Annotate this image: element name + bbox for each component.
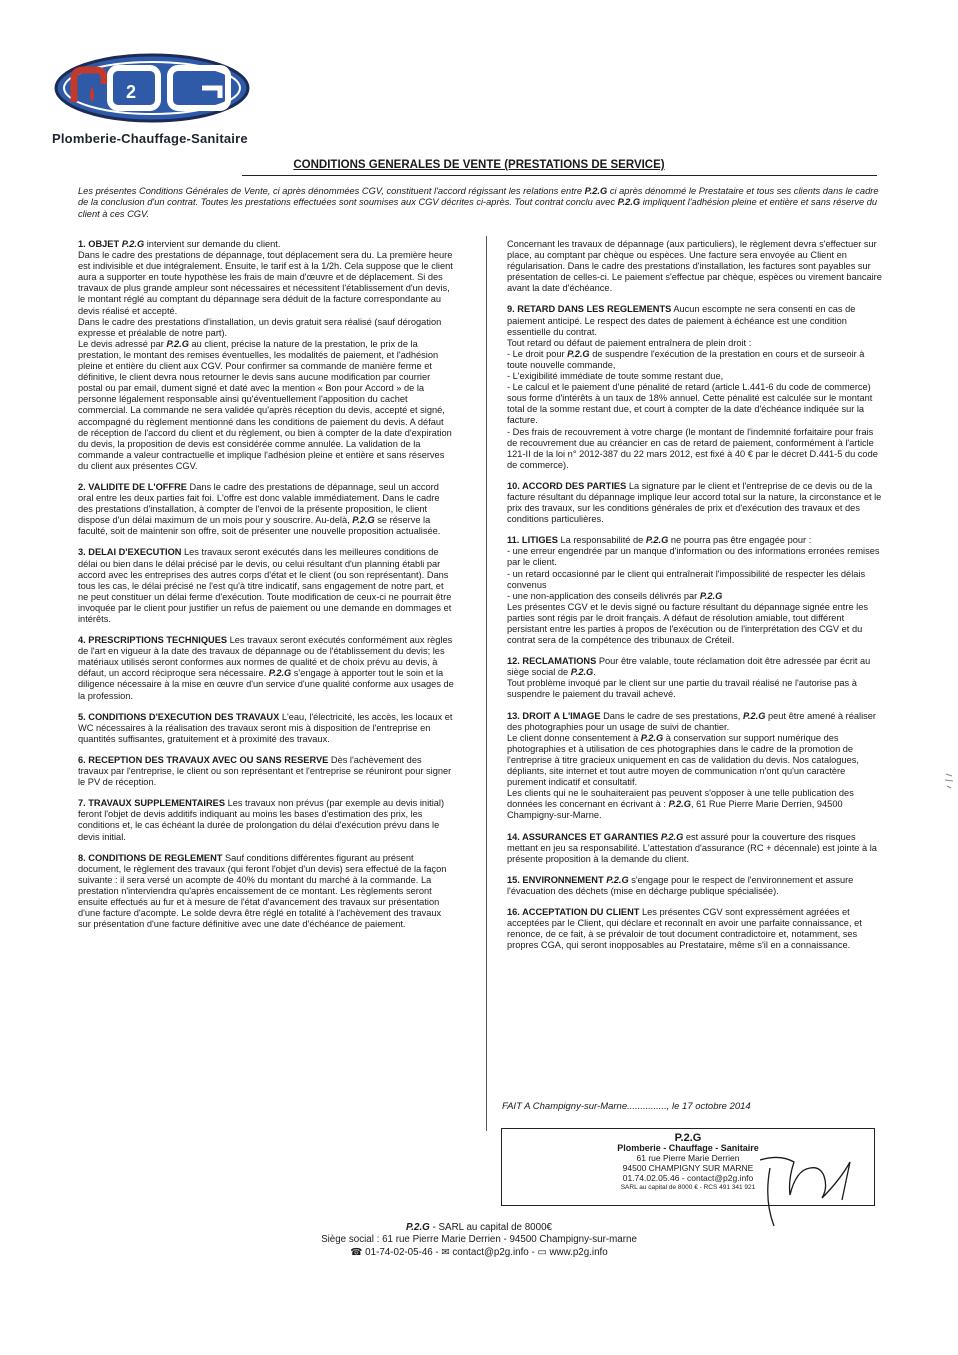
- footer-phone: 01-74-02-05-46 -: [362, 1246, 442, 1258]
- company-logo: [52, 50, 252, 130]
- brand-name: P.2.G: [121, 239, 145, 249]
- signoff-dots: ...............,: [627, 1101, 670, 1112]
- brand-name: P.2.G: [742, 710, 766, 721]
- section-text: ne pourra pas être engagée pour :: [668, 535, 812, 546]
- stamp-legal: SARL au capital de 8000 € - RCS 491 341 921: [620, 1184, 756, 1191]
- section-retard: [507, 304, 883, 470]
- section-text: au client, précise la nature de la prestation, le prix de la prestation, le montant des remises éventuelles, les modalités de paiement, et l'adhésion pleine et entière du client aux CGV. Pour confirmer sa commande de manière ferme et définitive, le client devra nous retourner le devis sans aucune modification par courrier postal ou par email, dument signé et daté avec la mention « Bon pour Accord » de la personne légalement responsable ainsi qu'éventuellement l'apposition du cachet commercial. La commande ne sera validée qu'après réception du devis, accepté et signé, accompagné du règlement mentionné dans les conditions de paiement du devis. A défaut de réception de l'accord du client et du règlement, ou bien à compter de la date d'expiration du devis, la proposition de devis est considérée comme annulée. La validation de la commande a valeur contractuelle et implique l'adhésion pleine et entière et sans réserves du client aux présentes CGV.: [78, 338, 452, 471]
- section-text: Concernant les travaux de dépannage (aux particuliers), le règlement devra s'effectuer sur place, au comptant par chèque ou espèces. Une facture sera envoyée au Client en régularisation. Dans le cadre des prestations d'installation, les factures sont payables sur présentation de celles-ci. Le paiement s'effectue par chèque, espèces ou virement bancaire avant la date d'échéance.: [507, 239, 882, 294]
- section-text: Tout problème invoqué par le client sur une partie du travail réalisé ne l'autorise pas à suspendre le paiement du travail achevé.: [507, 678, 857, 700]
- section-title: 9. RETARD DANS LES REGLEMENTS: [507, 304, 672, 315]
- section-title: 16. ACCEPTATION DU CLIENT: [507, 906, 640, 917]
- section-text: Le client donne consentement à: [507, 732, 641, 743]
- section-title: 12. RECLAMATIONS: [507, 656, 597, 667]
- stamp-address-2: 94500 CHAMPIGNY SUR MARNE: [622, 1163, 754, 1173]
- section-title: 5. CONDITIONS D'EXECUTION DES TRAVAUX: [78, 711, 280, 722]
- monitor-icon: ▭: [537, 1246, 547, 1258]
- section-title: 8. CONDITIONS DE REGLEMENT: [78, 852, 223, 863]
- section-text: intervient sur demande du client.: [144, 239, 281, 249]
- signoff-line: [502, 1101, 751, 1112]
- section-text: à conservation sur support numérique des photographies et à utilisation de ces photographies dans le cadre de la promotion de l'entreprise à titre gracieux uniquement en cas de validation du devis. Nos catalogues, dépliants, site internet et tout autre moyen de communication n'ont qu'un caractère purement indicatif et consultatif.: [507, 732, 859, 788]
- footer-email: contact@p2g.info -: [449, 1246, 538, 1258]
- section-text: Les présentes CGV et le devis signé ou facture résultant du dépannage signée entre les parties sont régis par le droit français. A défaut de résolution amiable, tout différent persistant entre les parties à propos de l'exécution ou de l'interprétation des CGV et du contrat sera de la compétence des tribunaux de Créteil.: [507, 601, 868, 646]
- section-reclamations: [507, 656, 883, 700]
- section-objet: [78, 239, 454, 472]
- signoff-date: le 17 octobre 2014: [669, 1101, 751, 1112]
- section-text: - Le droit pour: [507, 348, 568, 359]
- section-text: Le devis adressé par: [78, 338, 167, 349]
- brand-name: P.2.G: [166, 338, 189, 349]
- brand-name: P.2.G: [645, 535, 669, 546]
- section-text: Les clients qui ne le souhaiteraient pas peuvent s'opposer à une telle publication des données les concernant en écrivant à :: [507, 788, 854, 810]
- section-text: Les travaux seront exécutés conformément aux règles de l'art en vigueur à la date des travaux de dépannage ou de l'établissement du devis; les matériaux utilisés seront conformes aux normes de qualité et de choix prévu au devis, à défaut, un accord réciproque sera nécessaire.: [78, 635, 453, 679]
- section-text: - L'exigibilité immédiate de toute somme restant due,: [507, 371, 724, 382]
- section-environnement: [507, 875, 883, 897]
- company-tagline: Plomberie-Chauffage-Sanitaire: [52, 131, 248, 146]
- section-accord: [507, 481, 883, 525]
- section-text: se réserve la faculté, soit de maintenir son offre, soit de présenter une nouvelle proposition actualisée.: [78, 515, 441, 537]
- section-title: 6. RECEPTION DES TRAVAUX AVEC OU SANS RESERVE: [78, 754, 329, 765]
- left-column: [78, 239, 454, 1129]
- section-title: 13. DROIT A L'IMAGE: [507, 710, 601, 721]
- brand-name: P.2.G: [699, 590, 723, 601]
- phone-icon: ☎: [350, 1246, 363, 1258]
- brand-name: P.2.G: [660, 831, 684, 842]
- section-text: La signature par le client et l'entreprise de ce devis ou de la facture résultant du dépannage implique leur accord total sur la nature, la circonstance et le prix des travaux, sur les conditions générales de prix et d'exécution des travaux et des conditions particulières.: [507, 480, 882, 525]
- section-litiges: [507, 535, 883, 646]
- section-text: Dans le cadre des prestations de dépannage, seul un accord oral entre les deux parties fait foi. L'offre est donc valable immédiatement. Dans le cadre des prestations d'installation, à compter de l'envoi de la présente proposition, le client dispose d'un délai maximum de un mois pour y souscrire. Au-delà,: [78, 481, 440, 526]
- section-text: - Le calcul et le paiement d'une pénalité de retard (article L.441-6 du code de commerce) sous forme d'intérêts à un taux de 18% annuel. Cette pénalité est calculée sur le montant total de la somme restant due, et court à compter de la date d'échéance indiquée sur la facture.: [507, 382, 873, 426]
- footer-brand: P.2.G: [406, 1222, 430, 1233]
- intro-paragraph: [78, 186, 882, 220]
- section-title: 15. ENVIRONNEMENT: [507, 874, 604, 885]
- section-text: - Des frais de recouvrement à votre charge (le montant de l'indemnité forfaitaire pour frais de recouvrement due au créancier en cas de retard de paiement, conformément à l'article 121-II de la loi n° 2012-387 du 22 mars 2012, est fixé à 40 € par le décret D.441-5 du code de commerce).: [507, 426, 878, 470]
- page-title: CONDITIONS GENERALES DE VENTE (PRESTATIONS DE SERVICE): [293, 159, 665, 171]
- section-conditions-execution: [78, 712, 454, 745]
- section-text: Aucun escompte ne sera consenti en cas de paiement anticipé. Le respect des dates de paiement à échéance est une condition essentielle du contrat.: [507, 304, 856, 337]
- brand-name: P.2.G: [668, 799, 691, 810]
- section-text: de suspendre l'exécution de la prestation en cours et de surseoir à toute nouvelle commande,: [507, 348, 865, 370]
- handwritten-signature: [750, 1140, 860, 1230]
- section-delai: [78, 547, 454, 625]
- stamp-name: P.2.G: [674, 1132, 702, 1144]
- page-footer: [0, 1222, 958, 1259]
- section-title: 4. PRESCRIPTIONS TECHNIQUES: [78, 635, 228, 646]
- section-reglement-continued: [507, 239, 883, 294]
- right-column: [507, 239, 883, 1129]
- section-validite: [78, 482, 454, 537]
- stamp-address-1: 61 rue Pierre Marie Derrien: [636, 1153, 740, 1163]
- title-rule: [242, 175, 877, 176]
- brand-name: P.2.G: [567, 348, 590, 359]
- brand-name: P.2.G: [268, 668, 292, 679]
- section-text: - un retard occasionné par le client qui entraînerait l'impossibilité de respecter les délais convenus: [507, 568, 866, 590]
- section-text: La responsabilité de: [557, 535, 646, 546]
- section-acceptation: [507, 907, 883, 951]
- section-title: 7. TRAVAUX SUPPLEMENTAIRES: [78, 798, 225, 809]
- brand-name: P.2.G: [352, 515, 375, 526]
- section-text: Les travaux non prévus (par exemple au devis initial) feront l'objet de devis additifs indiquant au moins les bases d'estimation des prix, les conditions et, le cas échéant la durée de prolongation du délai d'exécution prévu dans le devis initial.: [78, 798, 445, 842]
- intro-text-1: Les présentes Conditions Générales de Vente, ci après dénommées CGV, constituent l'accord régissant les relations entre: [78, 186, 585, 196]
- scan-mark: [944, 772, 954, 790]
- intro-text-2: ci après dénommé le Prestataire et tous ses clients dans le cadre de la conclusion d'un contrat. Toutes les prestations effectuées sont soumises aux CGV décrites ci-après. Tout contrat conclu avec: [78, 186, 879, 208]
- footer-address: Siège social : 61 rue Pierre Marie Derrien - 94500 Champigny-sur-marne: [321, 1234, 637, 1246]
- footer-legal: - SARL au capital de 8000€: [429, 1222, 552, 1233]
- section-text: Dans le cadre des prestations de dépannage, tout déplacement sera du. La première heure est indivisible et due intégralement. Ensuite, le tarif est à la 1/2h. Cela suppose que le client aura a supporter en toute hypothèse les frais de main d'œuvre et de déplacement. Si des travaux de plus grande ampleur sont nécessaires et nécessitent l'établissement d'un devis, le montant réglé au comptant du dépannage sera déduit de la facture correspondante au devis réalisé et accepté.: [78, 250, 453, 316]
- brand-name: P.2.G: [584, 186, 608, 196]
- section-text: .: [593, 667, 596, 678]
- section-text: , 61 Rue Pierre Marie Derrien, 94500 Champigny-sur-Marne.: [507, 799, 843, 821]
- section-text: s'engage à apporter tout le soin et la diligence nécessaire à la mise en œuvre d'un service d'une qualité conforme aux usages de la profession.: [78, 668, 454, 701]
- envelope-icon: ✉: [441, 1246, 450, 1258]
- signoff-place: FAIT A Champigny-sur-Marne: [502, 1101, 628, 1112]
- section-text: est assuré pour la couverture des risques mettant en jeu sa responsabilité. L'attestation d'assurance (RC + décennale) est jointe à la présente proposition à la demande du client.: [507, 831, 877, 864]
- section-title: 10. ACCORD DES PARTIES: [507, 480, 627, 491]
- brand-name: P.2.G: [640, 732, 664, 743]
- section-text: L'eau, l'électricité, les accès, les locaux et WC nécessaires à la réalisation des travaux seront mis à disposition de l'entreprise en quantités suffisantes, gratuitement et à proximité des travaux.: [78, 711, 453, 744]
- stamp-contact: 01.74.02.05.46 - contact@p2g.info: [622, 1173, 754, 1183]
- section-text: Dans le cadre des prestations d'installation, un devis gratuit sera réalisé (sauf dérogation expresse et préalable de notre part).: [78, 316, 442, 338]
- section-title: 14. ASSURANCES ET GARANTIES: [507, 831, 659, 842]
- section-title: 2. VALIDITE DE L'OFFRE: [78, 481, 187, 492]
- section-text: Les travaux seront exécutés dans les meilleures conditions de délai ou bien dans le délai précisé par le devis, ou celui résultant d'un planning établi par accord avec les entreprises des autres corps d'état et le client (ou son représentant). Dans tous les cas, le délai précisé ne l'est qu'à titre indicatif, sans engagement de notre part, et ne peut constituer un délai ferme d'exécution. Toute modification de ceux-ci ne pourrait être invoquée par le client pour justifier un refus de paiement ou une demande en dommages et intérêts.: [78, 547, 452, 624]
- svg-text:2: 2: [126, 82, 137, 102]
- section-title: 3. DELAI D'EXECUTION: [78, 547, 182, 558]
- footer-website: www.p2g.info: [546, 1246, 608, 1258]
- section-travaux-supplementaires: [78, 798, 454, 842]
- section-reglement: [78, 853, 454, 931]
- section-text: Dans le cadre de ses prestations,: [600, 710, 743, 721]
- section-text: Tout retard ou défaut de paiement entraînera de plein droit :: [507, 337, 752, 348]
- section-text: Dès l'achèvement des travaux par l'entreprise, le client ou son représentant et l'entreprise se réuniront pour signer le PV de réception.: [78, 754, 452, 788]
- brand-name: P.2.G: [570, 667, 594, 678]
- section-text: s'engage pour le respect de l'environnement et assure l'évacuation des déchets (mise en décharge publique spécialisée).: [507, 874, 854, 896]
- section-text: - une erreur engendrée par un manque d'information ou des informations erronées remises par le client.: [507, 546, 880, 568]
- section-prescriptions: [78, 635, 454, 702]
- section-text: - une non-application des conseils délivrés par: [507, 590, 700, 601]
- stamp-trade: Plomberie - Chauffage - Sanitaire: [617, 1143, 759, 1153]
- section-text: Sauf conditions différentes figurant au présent document, le règlement des travaux (qui feront l'objet d'un devis) sera effectué de la façon suivante : il sera versé un acompte de 40% du montant du marché à la commande. La prestation n'interviendra qu'après encaissement de ce montant. Les règlements seront ensuite effectués au fur et à mesure de l'état d'avancement des travaux sur présentation d'une facture d'acompte. Le solde devra être réglé en totalité à l'achèvement des travaux sur présentation d'une facture définitive avec une date d'échéance de paiement.: [78, 852, 447, 930]
- section-title: 11. LITIGES: [507, 535, 558, 546]
- section-droit-image: [507, 711, 883, 822]
- column-divider: [486, 236, 487, 1131]
- section-reception: [78, 755, 454, 788]
- section-assurances: [507, 832, 883, 865]
- section-text: Les présentes CGV sont expressément agréées et acceptées par le Client, qui déclare et reconnaît en avoir une parfaite connaissance, et renonce, de ce fait, à se prévaloir de tout document contradictoire et, notamment, ses propres CGA, qui seront inopposables au Prestataire, même s'il en a connaissance.: [507, 906, 862, 951]
- section-text: peut être amené à réaliser des photographies pour un usage de suivi de chantier.: [507, 710, 876, 732]
- section-text: Pour être valable, toute réclamation doit être adressée par écrit au siège social de: [507, 656, 871, 678]
- brand-name: P.2.G: [617, 197, 641, 208]
- intro-text-3: impliquent l'adhésion pleine et entière et sans réserve du client à ces CGV.: [78, 197, 878, 219]
- brand-name: P.2.G: [606, 874, 629, 885]
- section-title: 1. OBJET: [78, 239, 120, 249]
